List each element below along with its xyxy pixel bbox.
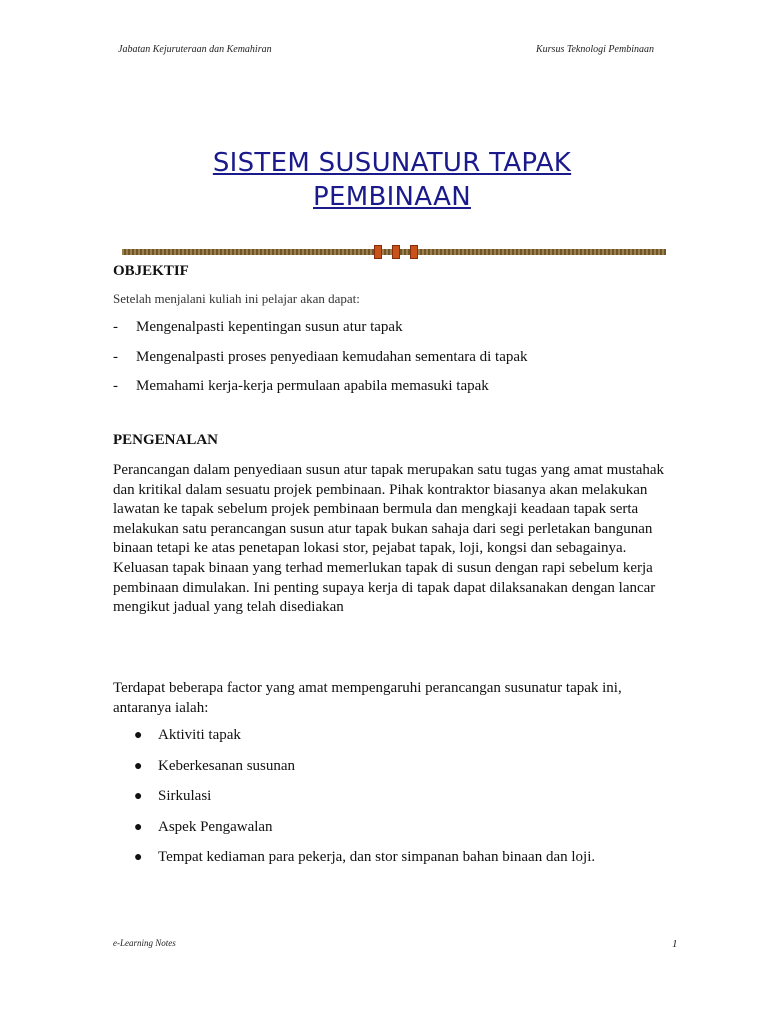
document-title: [120, 146, 664, 214]
factors-list: [134, 724, 595, 877]
list-item: [113, 316, 528, 346]
bullet-icon: ●: [134, 728, 143, 743]
pengenalan-heading: PENGENALAN: [113, 432, 219, 448]
bullet-icon: ●: [134, 850, 143, 865]
dash-marker: -: [113, 378, 118, 394]
list-item: [134, 724, 595, 755]
factor-item-2: Keberkesanan susunan: [158, 757, 296, 774]
page-number: 1: [672, 938, 678, 950]
header-left: Jabatan Kejuruteraan dan Kemahiran: [118, 44, 272, 55]
objektif-list: [113, 316, 528, 405]
objektif-heading: OBJEKTIF: [113, 263, 189, 279]
list-item: [134, 846, 595, 877]
factor-item-4: Aspek Pengawalan: [158, 818, 273, 835]
factor-item-1: Aktiviti tapak: [158, 727, 241, 743]
title-line-1: SISTEM SUSUNATUR TAPAK: [212, 148, 572, 178]
objektif-intro: Setelah menjalani kuliah ini pelajar akan dapat:: [113, 291, 360, 306]
header-right: Kursus Teknologi Pembinaan: [536, 44, 654, 55]
list-item: [134, 755, 595, 786]
bullet-icon: ●: [134, 789, 143, 804]
footer-left: e-Learning Notes: [113, 938, 176, 948]
dash-marker: -: [113, 348, 118, 365]
objektif-item-3: Memahami kerja-kerja permulaan apabila memasuki tapak: [136, 378, 489, 394]
list-item: [134, 785, 595, 816]
list-item: [134, 816, 595, 847]
factor-item-3: Sirkulasi: [158, 788, 212, 804]
bullet-icon: ●: [134, 758, 143, 774]
list-item: [113, 375, 528, 405]
objektif-item-2: Mengenalpasti proses penyediaan kemudahan sementara di tapak: [136, 348, 528, 365]
dash-marker: -: [113, 319, 118, 335]
divider-marker: [374, 245, 382, 259]
divider-marker: [392, 245, 400, 259]
factor-item-5: Tempat kediaman para pekerja, dan stor simpanan bahan binaan dan loji.: [158, 849, 596, 865]
factors-intro: Terdapat beberapa factor yang amat mempengaruhi perancangan susunatur tapak ini, antaranya ialah:: [113, 680, 622, 716]
list-item: [113, 346, 528, 376]
objektif-item-1: Mengenalpasti kepentingan susun atur tapak: [136, 319, 403, 335]
bullet-icon: ●: [134, 819, 143, 835]
decorative-divider: [122, 244, 666, 260]
pengenalan-paragraph: Perancangan dalam penyediaan susun atur tapak merupakan satu tugas yang amat mustahak dan kritikal dalam sesuatu projek pembinaan. Pihak kontraktor biasanya akan melakukan lawatan ke tapak sebelum projek pembinaan bermula dan mengkaji keadaan tapak serta melakukan satu perancangan susun atur tapak bukan sahaja dari segi perletakan bangunan binaan tetapi ke atas penetapan lokasi stor, pejabat tapak, loji, kongsi dan sebagainya. Keluasan tapak binaan yang terhad memerlukan tapak di susun dengan rapi sebelum kerja pembinaan dimulakan. Ini penting supaya kerja di tapak dapat dilaksanakan dengan lancar mengikut jadual yang telah disediakan: [113, 462, 665, 616]
divider-marker: [410, 245, 418, 259]
title-line-2: PEMBINAAN: [313, 182, 471, 212]
